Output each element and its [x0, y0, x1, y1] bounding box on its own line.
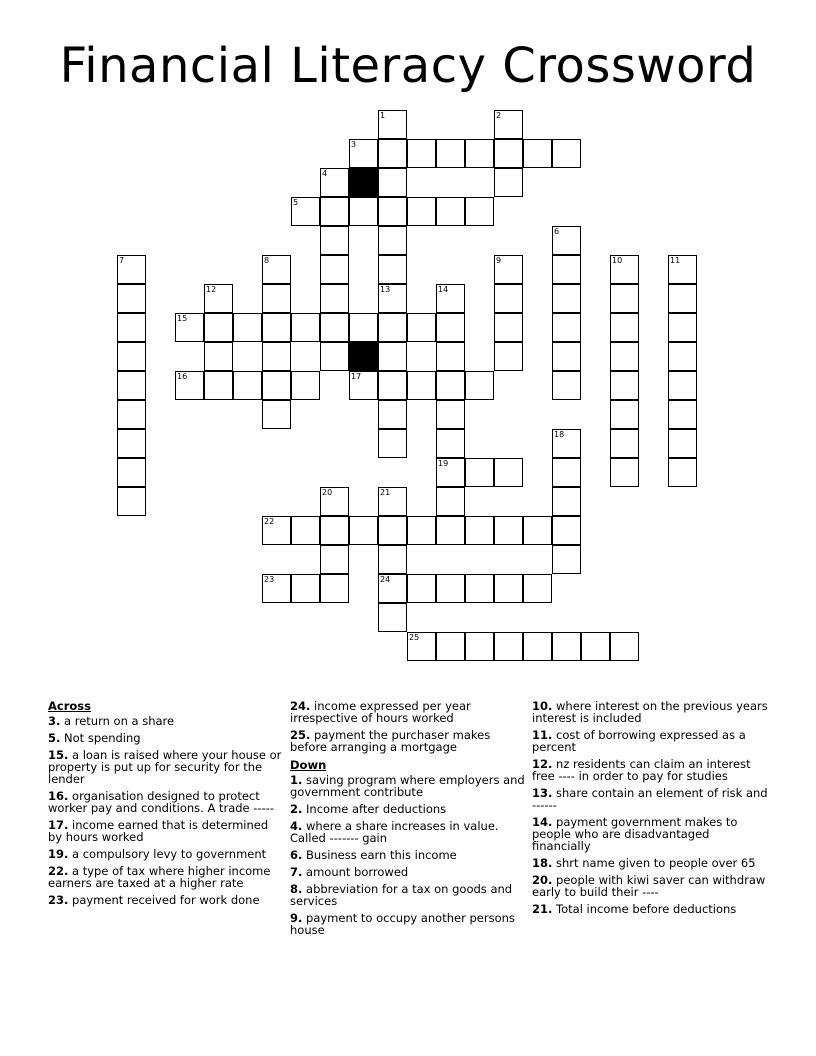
- clue-number: 18: [554, 430, 565, 439]
- down-heading: Down: [290, 758, 327, 772]
- clue-item: [48, 848, 284, 860]
- clue-item: [532, 787, 768, 811]
- clue-item-text: income expressed per year irrespective of hours worked: [290, 699, 471, 725]
- clue-item-text: payment received for work done: [68, 893, 260, 907]
- grid-cell[interactable]: [349, 313, 378, 342]
- grid-cell[interactable]: [523, 516, 552, 545]
- clue-item-text: income earned that is determined by hours worked: [48, 818, 269, 844]
- grid-cell[interactable]: [320, 516, 349, 545]
- grid-cell[interactable]: [349, 371, 378, 400]
- grid-cell[interactable]: [262, 400, 291, 429]
- clue-item-number: 11.: [532, 728, 553, 742]
- block-cell: [349, 168, 378, 197]
- clue-item-text: cost of borrowing expressed as a percent: [532, 728, 746, 754]
- clue-item: [48, 865, 284, 889]
- grid-cell[interactable]: [436, 139, 465, 168]
- grid-cell[interactable]: [494, 313, 523, 342]
- clue-item-number: 13.: [532, 786, 553, 800]
- grid-cell[interactable]: [320, 226, 349, 255]
- grid-cell[interactable]: [436, 197, 465, 226]
- grid-cell[interactable]: [378, 284, 407, 313]
- clue-item-number: 5.: [48, 731, 61, 745]
- grid-cell[interactable]: [407, 632, 436, 661]
- clue-item-text: saving program where employers and government contribute: [290, 773, 525, 799]
- clue-item: [48, 819, 284, 843]
- grid-cell[interactable]: [320, 545, 349, 574]
- grid-cell[interactable]: [494, 255, 523, 284]
- grid-cell[interactable]: [378, 603, 407, 632]
- clue-number: 7: [119, 256, 125, 265]
- grid-cell[interactable]: [378, 168, 407, 197]
- grid-cell[interactable]: [378, 429, 407, 458]
- clue-item: [290, 803, 526, 815]
- grid-cell[interactable]: [610, 313, 639, 342]
- grid-cell[interactable]: [465, 139, 494, 168]
- clue-item-text: a return on a share: [60, 714, 175, 728]
- clue-item-number: 24.: [290, 699, 311, 713]
- clue-item: [48, 715, 284, 727]
- clue-item-number: 8.: [290, 882, 303, 896]
- grid-cell[interactable]: [349, 516, 378, 545]
- grid-cell[interactable]: [465, 574, 494, 603]
- grid-cell[interactable]: [262, 574, 291, 603]
- grid-cell[interactable]: [262, 516, 291, 545]
- clue-item-text: Total income before deductions: [552, 902, 737, 916]
- grid-cell[interactable]: [378, 574, 407, 603]
- clue-number: 13: [380, 285, 391, 294]
- grid-cell[interactable]: [233, 371, 262, 400]
- clue-item-number: 23.: [48, 893, 69, 907]
- grid-cell[interactable]: [552, 284, 581, 313]
- grid-cell[interactable]: [378, 197, 407, 226]
- grid-cell[interactable]: [407, 371, 436, 400]
- grid-cell[interactable]: [378, 313, 407, 342]
- clue-number: 10: [612, 256, 623, 265]
- clue-number: 24: [380, 575, 391, 584]
- clue-item-number: 20.: [532, 873, 553, 887]
- clue-number: 11: [670, 256, 681, 265]
- grid-cell[interactable]: [552, 458, 581, 487]
- grid-cell[interactable]: [610, 255, 639, 284]
- grid-cell[interactable]: [320, 574, 349, 603]
- clue-item: [532, 874, 768, 898]
- clue-item-number: 10.: [532, 699, 553, 713]
- grid-cell[interactable]: [407, 197, 436, 226]
- clue-item-number: 15.: [48, 748, 69, 762]
- grid-cell[interactable]: [378, 516, 407, 545]
- grid-cell[interactable]: [610, 400, 639, 429]
- clue-item: [48, 894, 284, 906]
- clue-item: [290, 700, 526, 724]
- clue-number: 6: [554, 227, 560, 236]
- grid-cell[interactable]: [668, 313, 697, 342]
- grid-cell[interactable]: [436, 400, 465, 429]
- grid-cell[interactable]: [291, 197, 320, 226]
- grid-cell[interactable]: [523, 139, 552, 168]
- clue-item: [48, 790, 284, 814]
- grid-cell[interactable]: [668, 255, 697, 284]
- grid-cell[interactable]: [262, 255, 291, 284]
- grid-cell[interactable]: [668, 342, 697, 371]
- clue-item-number: 4.: [290, 819, 303, 833]
- clue-number: 1: [380, 111, 386, 120]
- clue-item-text: amount borrowed: [302, 865, 409, 879]
- clue-item-text: Business earn this income: [302, 848, 457, 862]
- clue-number: 22: [264, 517, 275, 526]
- grid-cell[interactable]: [494, 110, 523, 139]
- grid-cell[interactable]: [349, 197, 378, 226]
- clue-number: 19: [438, 459, 449, 468]
- clue-item-number: 21.: [532, 902, 553, 916]
- grid-cell[interactable]: [552, 487, 581, 516]
- clue-number: 25: [409, 633, 420, 642]
- clue-item-text: Not spending: [60, 731, 141, 745]
- clue-item: [532, 903, 768, 915]
- grid-cell[interactable]: [494, 139, 523, 168]
- grid-cell[interactable]: [552, 255, 581, 284]
- clue-number: 2: [496, 111, 502, 120]
- clue-item-number: 3.: [48, 714, 61, 728]
- grid-cell[interactable]: [552, 139, 581, 168]
- across-clues-part-1: [48, 715, 284, 906]
- grid-cell[interactable]: [262, 371, 291, 400]
- clue-number: 8: [264, 256, 270, 265]
- clue-item-text: abbreviation for a tax on goods and services: [290, 882, 513, 908]
- grid-cell[interactable]: [581, 632, 610, 661]
- clue-item-number: 18.: [532, 856, 553, 870]
- grid-cell[interactable]: [494, 458, 523, 487]
- clue-item-number: 16.: [48, 789, 69, 803]
- clue-item-number: 19.: [48, 847, 69, 861]
- grid-cell[interactable]: [378, 226, 407, 255]
- clue-item: [532, 816, 768, 852]
- clue-item-text: where interest on the previous years interest is included: [532, 699, 768, 725]
- grid-cell[interactable]: [378, 487, 407, 516]
- grid-cell[interactable]: [436, 487, 465, 516]
- grid-cell[interactable]: [204, 313, 233, 342]
- clue-item: [290, 820, 526, 844]
- clue-item: [290, 849, 526, 861]
- grid-cell[interactable]: [465, 458, 494, 487]
- across-heading: Across: [48, 699, 91, 713]
- grid-cell[interactable]: [610, 458, 639, 487]
- grid-cell[interactable]: [378, 110, 407, 139]
- grid-cell[interactable]: [436, 342, 465, 371]
- block-cell: [349, 342, 378, 371]
- grid-cell[interactable]: [436, 313, 465, 342]
- clue-item-number: 7.: [290, 865, 303, 879]
- grid-cell[interactable]: [436, 632, 465, 661]
- grid-cell[interactable]: [291, 313, 320, 342]
- clue-item: [290, 883, 526, 907]
- grid-cell[interactable]: [117, 284, 146, 313]
- grid-cell[interactable]: [436, 458, 465, 487]
- clue-item-number: 1.: [290, 773, 303, 787]
- grid-cell[interactable]: [407, 574, 436, 603]
- grid-cell[interactable]: [204, 342, 233, 371]
- grid-cell[interactable]: [494, 632, 523, 661]
- grid-cell[interactable]: [204, 371, 233, 400]
- clue-item: [532, 758, 768, 782]
- clue-column-2: [290, 700, 526, 941]
- grid-cell[interactable]: [436, 371, 465, 400]
- clue-number: 4: [322, 169, 328, 178]
- grid-cell[interactable]: [436, 516, 465, 545]
- grid-cell[interactable]: [262, 313, 291, 342]
- clue-item: [290, 866, 526, 878]
- grid-cell[interactable]: [320, 284, 349, 313]
- grid-cell[interactable]: [291, 371, 320, 400]
- grid-cell[interactable]: [378, 545, 407, 574]
- grid-cell[interactable]: [494, 342, 523, 371]
- grid-cell[interactable]: [523, 574, 552, 603]
- clue-column-1: [48, 700, 284, 911]
- grid-cell[interactable]: [552, 226, 581, 255]
- clue-number: 16: [177, 372, 188, 381]
- clue-number: 14: [438, 285, 449, 294]
- clue-item-text: people with kiwi saver can withdraw early to build their ----: [532, 873, 766, 899]
- clue-item-number: 9.: [290, 911, 303, 925]
- grid-cell[interactable]: [523, 632, 552, 661]
- grid-cell[interactable]: [494, 574, 523, 603]
- grid-cell[interactable]: [610, 429, 639, 458]
- clue-item: [290, 912, 526, 936]
- grid-cell[interactable]: [610, 342, 639, 371]
- clue-item-text: payment government makes to people who are disadvantaged financially: [532, 815, 738, 853]
- grid-cell[interactable]: [117, 429, 146, 458]
- clue-item-text: a compulsory levy to government: [68, 847, 267, 861]
- grid-cell[interactable]: [117, 342, 146, 371]
- grid-cell[interactable]: [465, 632, 494, 661]
- clue-item-number: 2.: [290, 802, 303, 816]
- grid-cell[interactable]: [465, 197, 494, 226]
- grid-cell[interactable]: [320, 168, 349, 197]
- clue-item-number: 17.: [48, 818, 69, 832]
- grid-cell[interactable]: [262, 284, 291, 313]
- clue-item-number: 22.: [48, 864, 69, 878]
- grid-cell[interactable]: [552, 313, 581, 342]
- clue-number: 9: [496, 256, 502, 265]
- grid-cell[interactable]: [436, 429, 465, 458]
- clue-item-text: share contain an element of risk and ------: [532, 786, 768, 812]
- grid-cell[interactable]: [378, 342, 407, 371]
- clue-item-number: 14.: [532, 815, 553, 829]
- clue-item: [48, 732, 284, 744]
- grid-cell[interactable]: [552, 516, 581, 545]
- grid-cell[interactable]: [552, 371, 581, 400]
- grid-cell[interactable]: [175, 313, 204, 342]
- grid-cell[interactable]: [465, 516, 494, 545]
- grid-cell[interactable]: [610, 371, 639, 400]
- grid-cell[interactable]: [668, 371, 697, 400]
- clue-item: [290, 729, 526, 753]
- grid-cell[interactable]: [320, 342, 349, 371]
- grid-cell[interactable]: [117, 458, 146, 487]
- grid-cell[interactable]: [320, 255, 349, 284]
- grid-cell[interactable]: [494, 284, 523, 313]
- clue-number: 15: [177, 314, 188, 323]
- clue-item-text: nz residents can claim an interest free ---- in order to pay for studies: [532, 757, 751, 783]
- grid-cell[interactable]: [378, 255, 407, 284]
- clue-item: [290, 774, 526, 798]
- grid-cell[interactable]: [233, 313, 262, 342]
- grid-cell[interactable]: [668, 429, 697, 458]
- grid-cell[interactable]: [291, 574, 320, 603]
- clue-item-text: payment to occupy another persons house: [290, 911, 515, 937]
- clue-number: 5: [293, 198, 299, 207]
- grid-cell[interactable]: [494, 168, 523, 197]
- grid-cell[interactable]: [552, 632, 581, 661]
- grid-cell[interactable]: [320, 197, 349, 226]
- grid-cell[interactable]: [378, 400, 407, 429]
- grid-cell[interactable]: [117, 487, 146, 516]
- clue-number: 12: [206, 285, 217, 294]
- grid-cell[interactable]: [117, 255, 146, 284]
- down-clues-part-1: [290, 774, 526, 936]
- clue-number: 20: [322, 488, 333, 497]
- clue-number: 17: [351, 372, 362, 381]
- grid-cell[interactable]: [349, 139, 378, 168]
- grid-cell[interactable]: [204, 284, 233, 313]
- clue-item-text: payment the purchaser makes before arranging a mortgage: [290, 728, 491, 754]
- grid-cell[interactable]: [610, 284, 639, 313]
- grid-cell[interactable]: [117, 371, 146, 400]
- clue-item-text: a loan is raised where your house or property is put up for security for the lender: [48, 748, 282, 786]
- clue-item-text: shrt name given to people over 65: [552, 856, 756, 870]
- clue-item-text: Income after deductions: [302, 802, 447, 816]
- grid-cell[interactable]: [407, 139, 436, 168]
- grid-cell[interactable]: [668, 400, 697, 429]
- grid-cell[interactable]: [552, 545, 581, 574]
- grid-cell[interactable]: [291, 516, 320, 545]
- clue-item-text: a type of tax where higher income earners are taxed at a higher rate: [48, 864, 271, 890]
- clue-number: 23: [264, 575, 275, 584]
- clue-number: 21: [380, 488, 391, 497]
- grid-cell[interactable]: [320, 487, 349, 516]
- grid-cell[interactable]: [117, 313, 146, 342]
- clue-item: [532, 700, 768, 724]
- clue-column-3: [532, 700, 768, 920]
- grid-cell[interactable]: [552, 342, 581, 371]
- clue-item: [532, 729, 768, 753]
- grid-cell[interactable]: [436, 574, 465, 603]
- grid-cell[interactable]: [610, 632, 639, 661]
- clue-item-number: 25.: [290, 728, 311, 742]
- grid-cell[interactable]: [378, 139, 407, 168]
- clue-item: [48, 749, 284, 785]
- grid-cell[interactable]: [117, 400, 146, 429]
- grid-cell[interactable]: [668, 284, 697, 313]
- grid-cell[interactable]: [407, 313, 436, 342]
- clue-item-number: 6.: [290, 848, 303, 862]
- page-title: Financial Literacy Crossword: [59, 38, 757, 94]
- grid-cell[interactable]: [668, 458, 697, 487]
- down-clues-part-2: [532, 700, 768, 915]
- grid-cell[interactable]: [262, 342, 291, 371]
- grid-cell[interactable]: [494, 516, 523, 545]
- grid-cell[interactable]: [407, 516, 436, 545]
- grid-cell[interactable]: [320, 313, 349, 342]
- clue-item-text: organisation designed to protect worker pay and conditions. A trade -----: [48, 789, 275, 815]
- grid-cell[interactable]: [436, 284, 465, 313]
- grid-cell[interactable]: [465, 371, 494, 400]
- clue-item-number: 12.: [532, 757, 553, 771]
- grid-cell[interactable]: [552, 429, 581, 458]
- grid-cell[interactable]: [175, 371, 204, 400]
- grid-cell[interactable]: [378, 371, 407, 400]
- clue-item-text: where a share increases in value. Called ------- gain: [290, 819, 499, 845]
- across-clues-part-2: [290, 700, 526, 753]
- clue-number: 3: [351, 140, 357, 149]
- clue-item: [532, 857, 768, 869]
